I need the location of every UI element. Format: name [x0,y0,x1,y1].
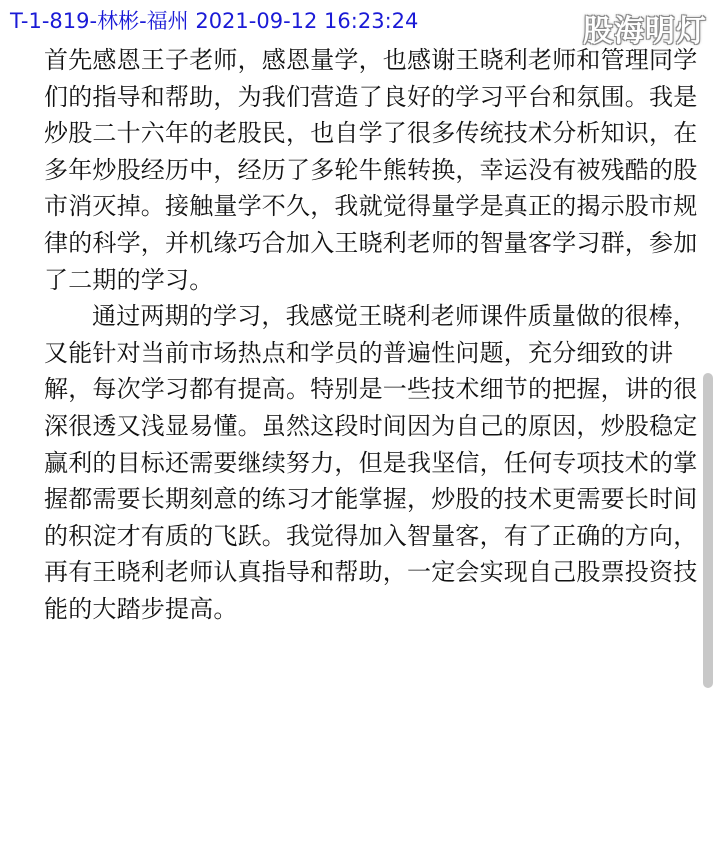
paragraph-2: 通过两期的学习，我感觉王晓利老师课件质量做的很棒，又能针对当前市场热点和学员的普遍性问题，充分细致的讲解，每次学习都有提高。特别是一些技术细节的把握，讲的很深很透又浅显易懂。虽然这段时间因为自己的原因，炒股稳定赢利的目标还需要继续努力，但是我坚信，任何专项技术的掌握都需要长期刻意的练习才能掌握，炒股的技术更需要长时间的积淀才有质的飞跃。我觉得加入智量客，有了正确的方向，再有王晓利老师认真指导和帮助，一定会实现自己股票投资技能的大踏步提高。 [44,302,698,623]
article-body [44,42,699,628]
scrollbar-thumb[interactable] [703,373,713,688]
vertical-scrollbar[interactable] [701,0,715,856]
post-header: T-1-819-林彬-福州 2021-09-12 16:23:24 [10,9,419,33]
paragraph-1: 首先感恩王子老师，感恩量学，也感谢王晓利老师和管理同学们的指导和帮助，为我们营造了良好的学习平台和氛围。我是炒股二十六年的老股民，也自学了很多传统技术分析知识，在多年炒股经历中，经历了多轮牛熊转换，幸运没有被残酷的股市消灭掉。接触量学不久，我就觉得量学是真正的揭示股市规律的科学，并机缘巧合加入王晓利老师的智量客学习群，参加了二期的学习。 [44,46,698,294]
watermark-logo: 股海明灯 [583,14,707,49]
